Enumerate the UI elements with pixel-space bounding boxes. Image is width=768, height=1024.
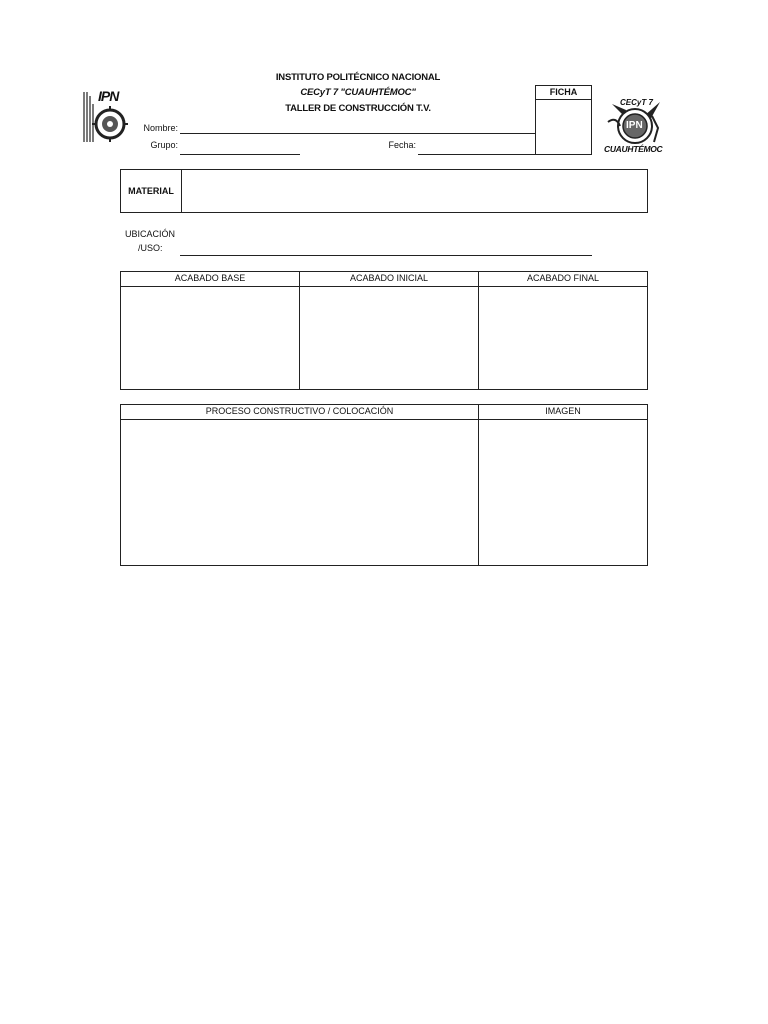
acabado-base-cell[interactable] xyxy=(120,286,300,390)
ficha-label: FICHA xyxy=(536,86,591,100)
fecha-label: Fecha: xyxy=(388,140,416,150)
grupo-field[interactable] xyxy=(180,154,300,155)
ubicacion-field[interactable] xyxy=(180,255,592,256)
grupo-label: Grupo: xyxy=(150,140,178,150)
acabado-inicial-header: ACABADO INICIAL xyxy=(299,271,479,287)
institution-title: INSTITUTO POLITÉCNICO NACIONAL xyxy=(275,72,441,83)
imagen-header: IMAGEN xyxy=(478,404,648,420)
ipn-logo-text: IPN xyxy=(98,88,119,104)
cecyt-logo xyxy=(602,86,666,156)
imagen-cell[interactable] xyxy=(478,419,648,566)
cecyt-logo-bottom-text: CUAUHTÉMOC xyxy=(604,144,663,154)
ficha-box[interactable] xyxy=(535,85,592,155)
material-box xyxy=(120,169,648,213)
school-title: CECyT 7 "CUAUHTÉMOC" xyxy=(300,87,416,98)
cecyt-logo-top-text: CECyT 7 xyxy=(620,98,653,107)
cecyt-logo-center-text: IPN xyxy=(626,120,643,131)
uso-label: /USO: xyxy=(138,243,163,253)
ipn-logo xyxy=(80,86,132,148)
ubicacion-label: UBICACIÓN xyxy=(125,229,176,239)
acabado-inicial-cell[interactable] xyxy=(299,286,479,390)
proceso-cell[interactable] xyxy=(120,419,479,566)
proceso-header: PROCESO CONSTRUCTIVO / COLOCACIÓN xyxy=(120,404,479,420)
workshop-title: TALLER DE CONSTRUCCIÓN T.V. xyxy=(285,103,431,114)
acabado-final-cell[interactable] xyxy=(478,286,648,390)
fecha-field[interactable] xyxy=(418,154,535,155)
material-label: MATERIAL xyxy=(121,170,182,212)
material-field[interactable] xyxy=(182,170,647,212)
nombre-field[interactable] xyxy=(180,133,535,134)
acabado-base-header: ACABADO BASE xyxy=(120,271,300,287)
acabado-final-header: ACABADO FINAL xyxy=(478,271,648,287)
nombre-label: Nombre: xyxy=(143,123,178,133)
